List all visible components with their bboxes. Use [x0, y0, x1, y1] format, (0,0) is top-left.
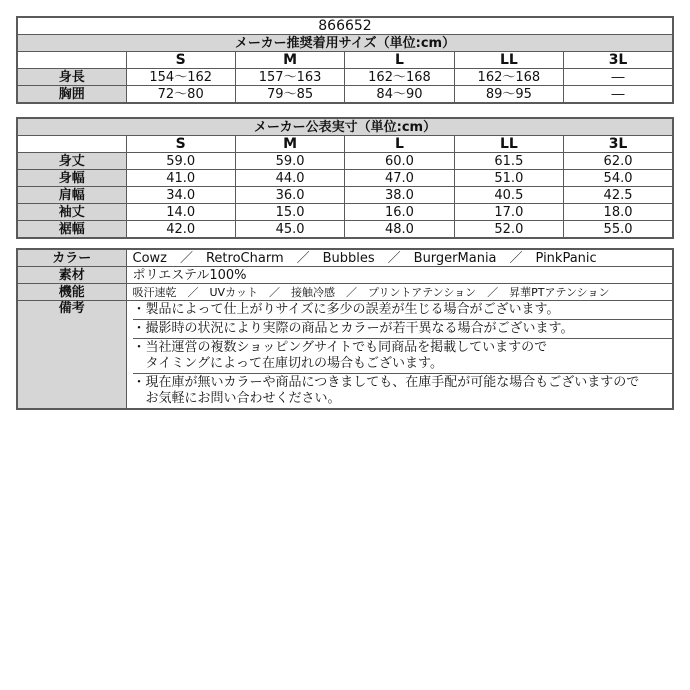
row-label: 袖丈: [17, 204, 126, 221]
table-row: [17, 153, 673, 170]
header-corner: [17, 136, 126, 153]
cell: 42.0: [126, 221, 235, 239]
cell: 42.5: [564, 187, 673, 204]
cell: 51.0: [454, 170, 563, 187]
cell: 59.0: [235, 153, 344, 170]
actual-size-table: [16, 117, 674, 239]
cell: 89〜95: [454, 86, 563, 104]
row-label: 身長: [17, 69, 126, 86]
size-header: M: [235, 136, 344, 153]
color-row: [17, 249, 673, 267]
header-corner: [17, 52, 126, 69]
cell: 15.0: [235, 204, 344, 221]
cell: 38.0: [345, 187, 454, 204]
cell: 47.0: [345, 170, 454, 187]
cell: 61.5: [454, 153, 563, 170]
table-row: [17, 187, 673, 204]
material-label: 素材: [17, 267, 126, 284]
function-row: [17, 284, 673, 301]
cell: 162〜168: [345, 69, 454, 86]
size-header: LL: [454, 52, 563, 69]
notes-row: [17, 301, 673, 410]
note-item: ・撮影時の状況により実際の商品とカラーが若干異なる場合がございます。: [133, 320, 673, 339]
note-item: ・製品によって仕上がりサイズに多少の誤差が生じる場合がございます。: [133, 301, 673, 320]
cell: 34.0: [126, 187, 235, 204]
cell: 36.0: [235, 187, 344, 204]
cell: 14.0: [126, 204, 235, 221]
recommended-size-table: [16, 16, 674, 104]
size-header: LL: [454, 136, 563, 153]
material-value: ポリエステル100%: [126, 267, 673, 284]
notes-list: [133, 301, 673, 408]
note-item: ・当社運営の複数ショッピングサイトでも同商品を掲載していますので: [132, 340, 548, 355]
product-info-table: [16, 248, 674, 410]
cell: 162〜168: [454, 69, 563, 86]
color-list: Cowz ／ RetroCharm ／ Bubbles ／ BurgerMania ／ PinkPanic: [126, 249, 673, 267]
cell: 41.0: [126, 170, 235, 187]
table-row: [17, 170, 673, 187]
size-header: 3L: [564, 136, 673, 153]
table-row: [17, 69, 673, 86]
size-header: S: [126, 136, 235, 153]
row-label: 胸囲: [17, 86, 126, 104]
cell: 79〜85: [235, 86, 344, 104]
size-header: L: [345, 136, 454, 153]
note-item: タイミングによって在庫切れの場合もございます。: [133, 355, 673, 374]
cell: 59.0: [126, 153, 235, 170]
color-label: カラー: [17, 249, 126, 267]
size-header: S: [126, 52, 235, 69]
cell: 154〜162: [126, 69, 235, 86]
cell: 16.0: [345, 204, 454, 221]
row-label: 身丈: [17, 153, 126, 170]
cell: ―: [564, 86, 673, 104]
row-label: 肩幅: [17, 187, 126, 204]
cell: 54.0: [564, 170, 673, 187]
cell: 72〜80: [126, 86, 235, 104]
function-label: 機能: [17, 284, 126, 301]
row-label: 裾幅: [17, 221, 126, 239]
cell: 18.0: [564, 204, 673, 221]
product-code: 866652: [17, 17, 673, 35]
note-item: お気軽にお問い合わせください。: [132, 391, 341, 406]
row-label: 身幅: [17, 170, 126, 187]
size-header: 3L: [564, 52, 673, 69]
cell: 40.5: [454, 187, 563, 204]
actual-title: メーカー公表実寸（単位:cm）: [17, 118, 673, 136]
cell: 52.0: [454, 221, 563, 239]
note-item: ・現在庫が無いカラーや商品につきましても、在庫手配が可能な場合もございますので: [132, 375, 640, 390]
material-row: [17, 267, 673, 284]
function-list: 吸汗速乾 ／ UVカット ／ 接触冷感 ／ プリントアテンション ／ 昇華PTアテンション: [126, 284, 673, 301]
table-row: [17, 221, 673, 239]
cell: 62.0: [564, 153, 673, 170]
cell: 60.0: [345, 153, 454, 170]
cell: 157〜163: [235, 69, 344, 86]
cell: ―: [564, 69, 673, 86]
table-row: [17, 86, 673, 104]
notes-label: 備考: [17, 301, 126, 410]
cell: 44.0: [235, 170, 344, 187]
cell: 55.0: [564, 221, 673, 239]
table-row: [17, 204, 673, 221]
cell: 17.0: [454, 204, 563, 221]
cell: 48.0: [345, 221, 454, 239]
cell: 84〜90: [345, 86, 454, 104]
recommended-title: メーカー推奨着用サイズ（単位:cm）: [17, 35, 673, 52]
size-header: M: [235, 52, 344, 69]
cell: 45.0: [235, 221, 344, 239]
size-header: L: [345, 52, 454, 69]
